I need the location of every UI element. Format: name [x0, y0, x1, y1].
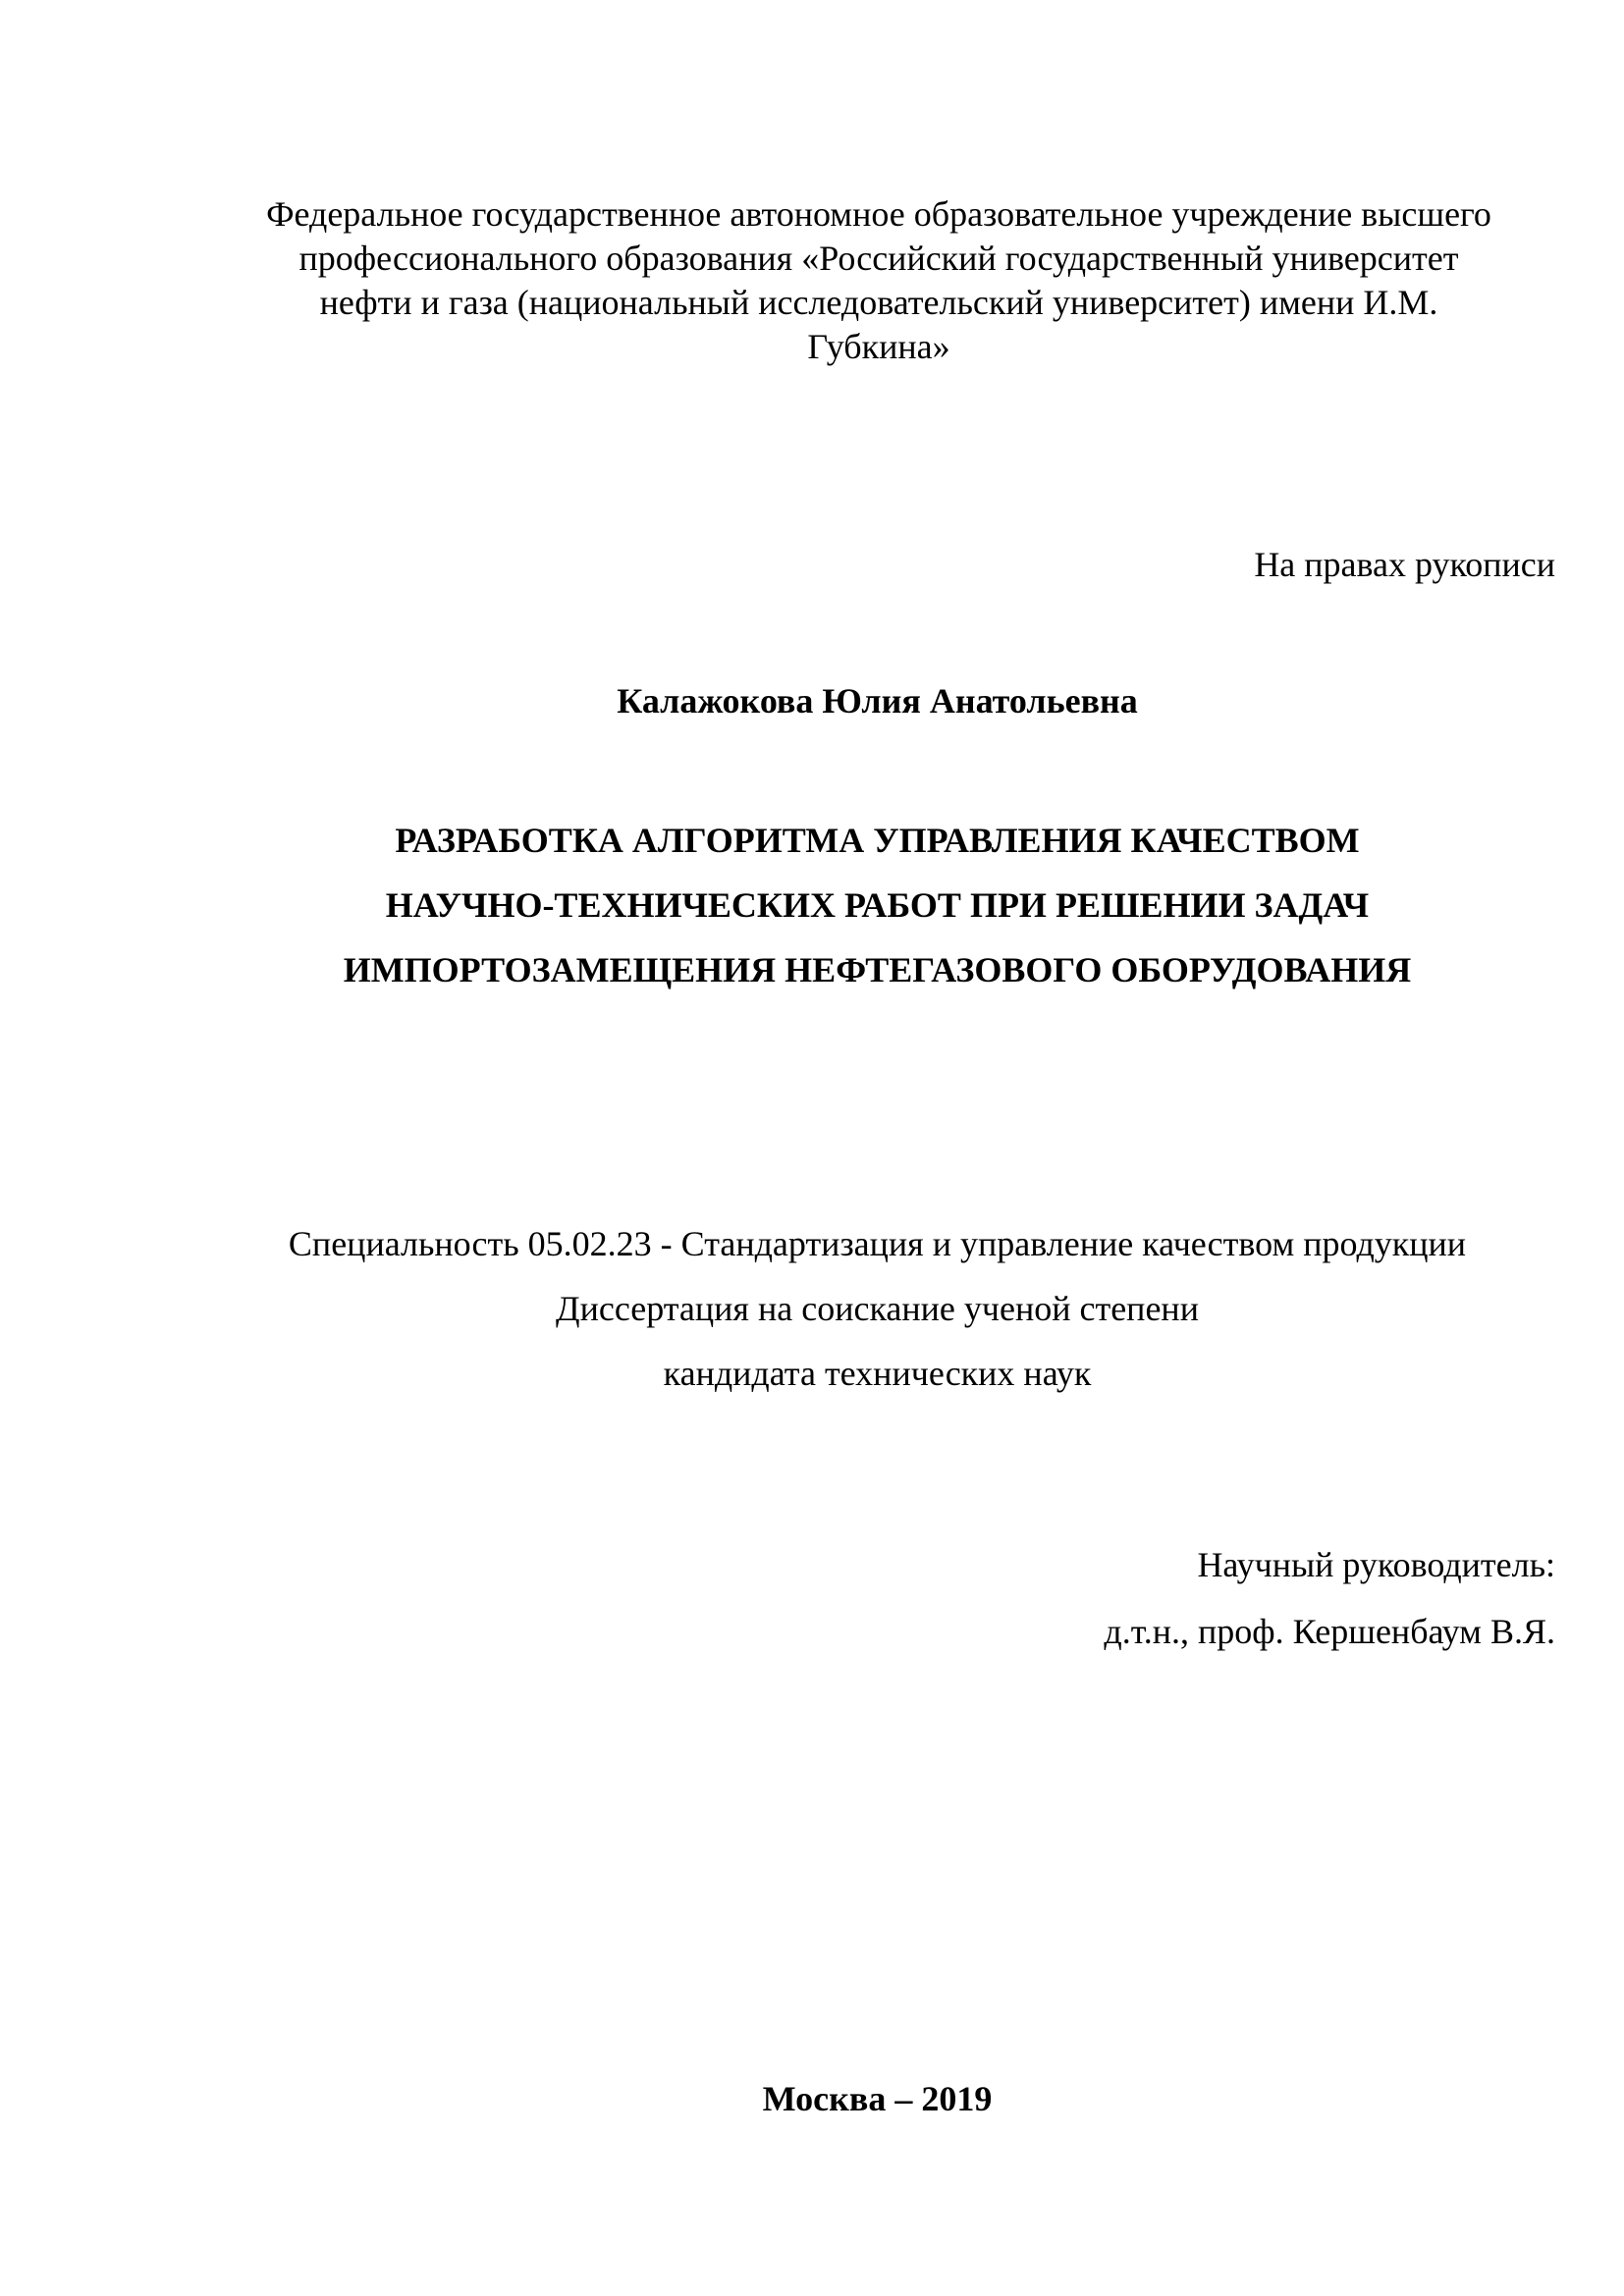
degree-line: Диссертация на соискание ученой степени: [556, 1289, 1199, 1328]
institution-line: Федеральное государственное автономное образовательное учреждение высшего: [266, 194, 1491, 234]
institution-name: [191, 192, 1566, 369]
author-name: Калажокова Юлия Анатольевна: [617, 681, 1138, 721]
institution-line: Губкина»: [807, 327, 950, 366]
thesis-title-line: ИМПОРТОЗАМЕЩЕНИЯ НЕФТЕГАЗОВОГО ОБОРУДОВАНИЯ: [343, 950, 1412, 989]
degree-line: кандидата технических наук: [663, 1354, 1092, 1393]
thesis-title-line: НАУЧНО-ТЕХНИЧЕСКИХ РАБОТ ПРИ РЕШЕНИИ ЗАДАЧ: [385, 885, 1370, 925]
rights-note: На правах рукописи: [1254, 545, 1555, 584]
advisor-name: д.т.н., проф. Кершенбаум В.Я.: [1104, 1612, 1555, 1651]
institution-line: профессионального образования «Российский государственный университет: [298, 239, 1459, 278]
institution-line: нефти и газа (национальный исследовательский университет) имени И.М.: [319, 283, 1438, 322]
thesis-title: [0, 808, 1624, 1002]
city-year: Москва – 2019: [762, 2079, 993, 2118]
thesis-title-line: РАЗРАБОТКА АЛГОРИТМА УПРАВЛЕНИЯ КАЧЕСТВОМ: [395, 821, 1360, 860]
specialty-block: [0, 1211, 1624, 1406]
advisor-label: Научный руководитель:: [1197, 1545, 1555, 1584]
specialty-line: Специальность 05.02.23 - Стандартизация и управление качеством продукции: [288, 1224, 1467, 1263]
advisor-block: [1104, 1531, 1555, 1665]
